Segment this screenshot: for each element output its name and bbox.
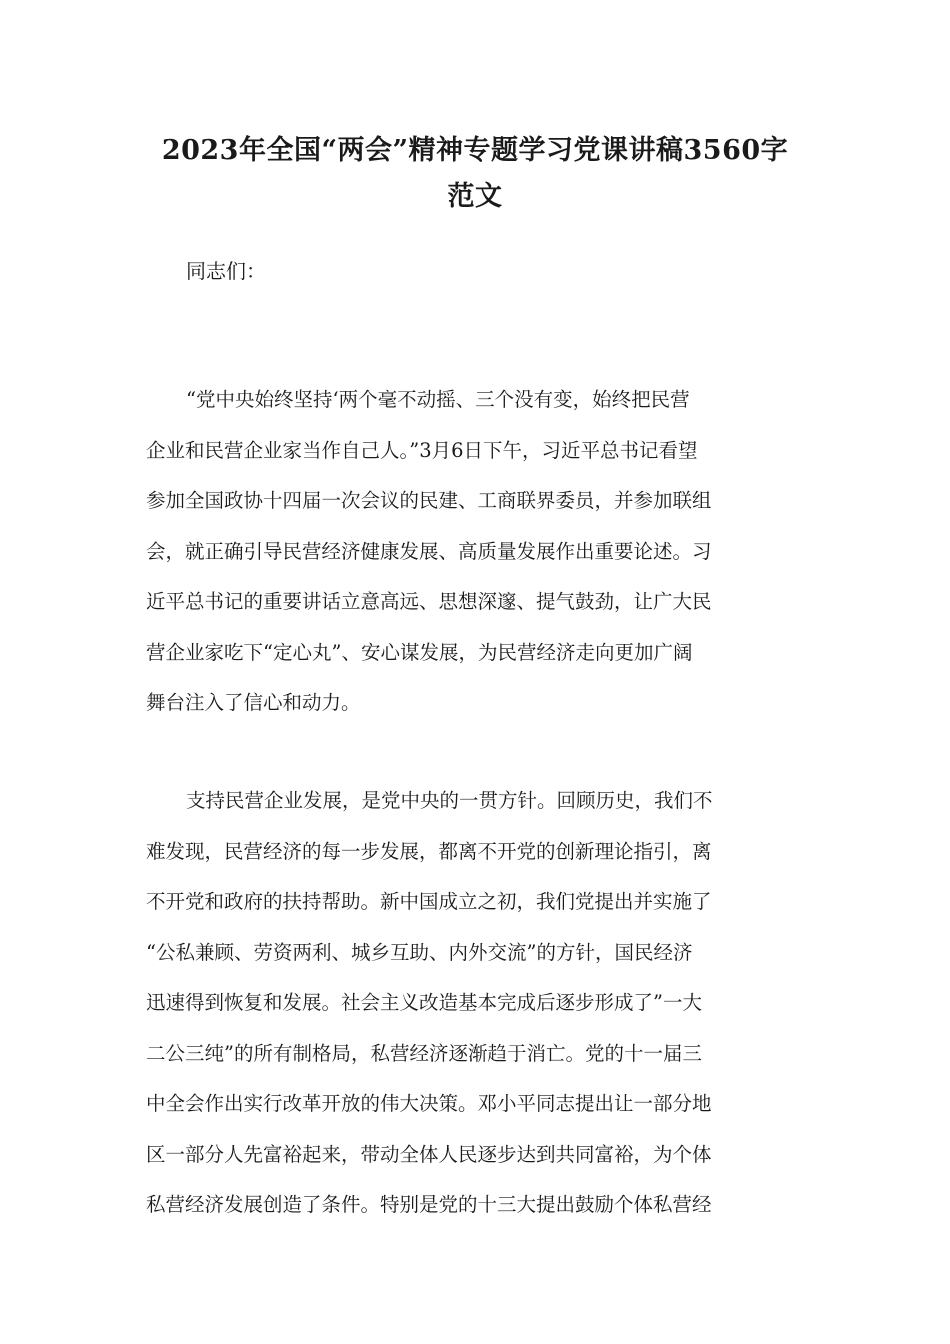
paragraph-line: 企业和民营企业家当作自己人。”3月6日下午，习近平总书记看望 [146,438,698,462]
paragraph-line: 二公三纯”的所有制格局，私营经济逐渐趋于消亡。党的十一届三 [146,1041,702,1065]
paragraph-line: 支持民营企业发展，是党中央的一贯方针。回顾历史，我们不 [186,789,713,812]
paragraph-line: “党中央始终坚持‘两个毫不动摇、三个没有变，始终把民营 [186,388,690,411]
paragraph-line: 近平总书记的重要讲话立意高远、思想深邃、提气鼓劲，让广大民 [146,590,712,613]
paragraph-line: 难发现，民营经济的每一步发展，都离不开党的创新理论指引，离 [146,839,712,863]
body-paragraph [146,375,806,729]
title-line: 2023年全国“两会”精神专题学习党课讲稿3560字 [161,135,789,166]
paragraph-line: 会，就正确引导民营经济健康发展、高质量发展作出重要论述。习 [146,539,712,563]
paragraph-line: 不开党和政府的扶持帮助。新中国成立之初，我们党提出并实施了 [146,890,712,913]
body-paragraph [146,776,806,1231]
paragraph-line: 参加全国政协十四届一次会议的民建、工商联界委员，并参加联组 [146,489,712,512]
paragraph-line: 区一部分人先富裕起来，带动全体人民逐步达到共同富裕，为个体 [146,1142,712,1166]
document-title [140,128,810,220]
paragraph-line: 营企业家吃下“定心丸”、安心谋发展，为民营经济走向更加广阔 [146,640,693,664]
paragraph-line: “公私兼顾、劳资两利、城乡互助、内外交流”的方针，国民经济 [146,940,693,964]
salutation: 同志们： [186,259,266,283]
title-line: 范文 [447,181,503,212]
paragraph-line: 舞台注入了信心和动力。 [146,691,361,714]
paragraph-line: 中全会作出实行改革开放的伟大决策。邓小平同志提出让一部分地 [146,1092,712,1115]
paragraph-line: 迅速得到恢复和发展。社会主义改造基本完成后逐步形成了”一大 [146,991,702,1014]
paragraph-line: 私营经济发展创造了条件。特别是党的十三大提出鼓励个体私营经 [146,1193,712,1216]
